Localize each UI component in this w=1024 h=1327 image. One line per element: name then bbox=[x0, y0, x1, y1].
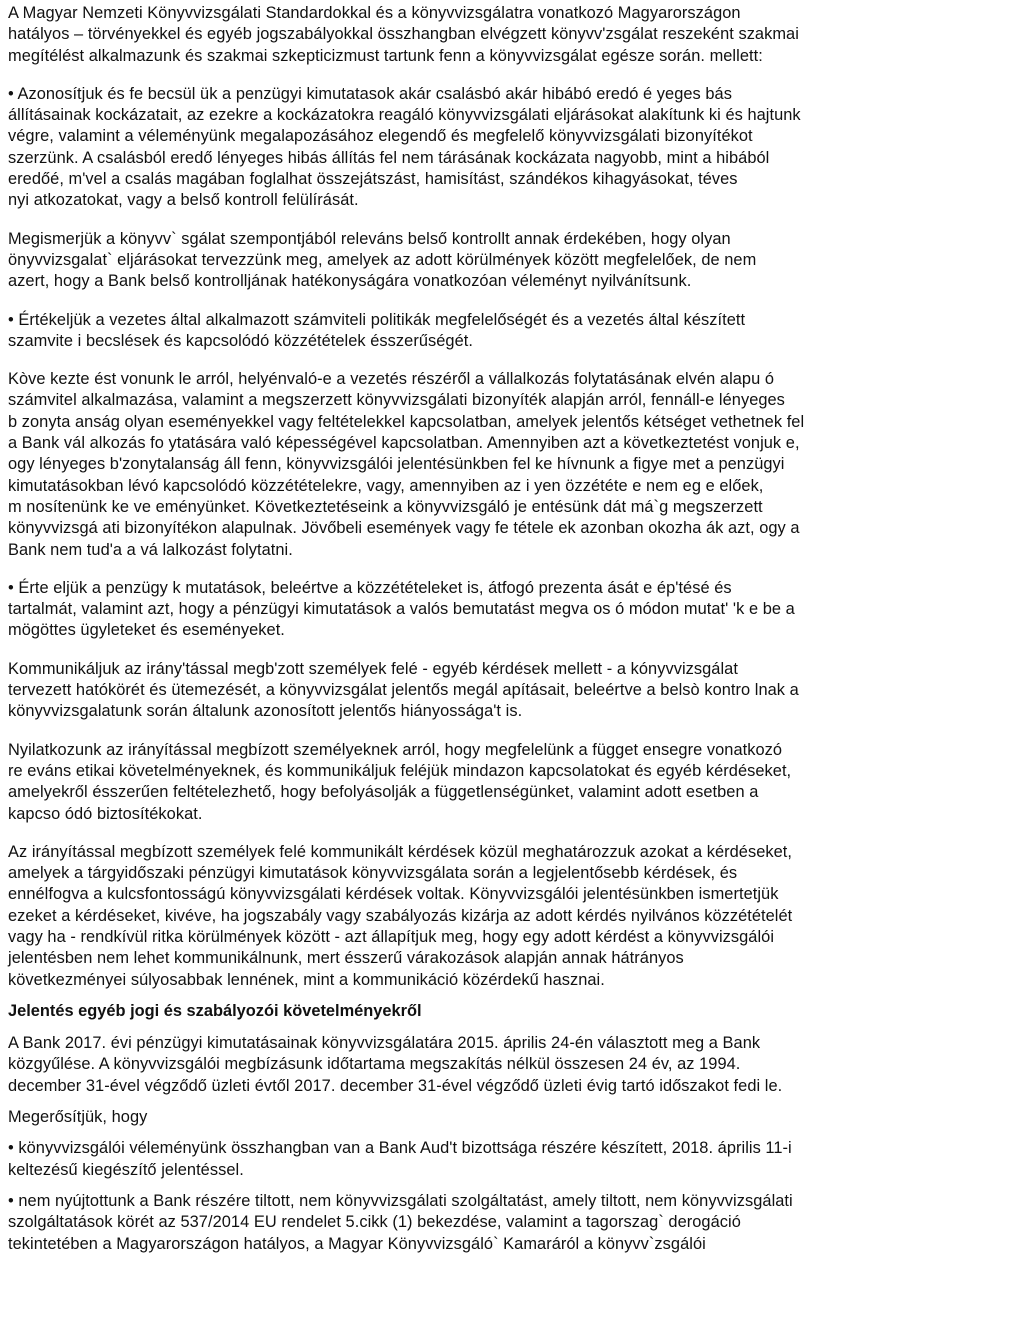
bullet-internal-control: Megismerjük a könyvv` sgálat szempontjából releváns belső kontrollt annak érdekében, hogy olyan önyvvizsgalat` eljárásokat tervezzünk meg, amelyek az adott körülmények között megfelelőek, de nem azert, hogy a Bank belső kontrolljának hatékonyságára vonatkozóan véleményt nyilvánítsunk. bbox=[8, 229, 757, 291]
bullet-accounting-policies: • Értékeljük a vezetes által alkalmazott számviteli politikák megfelelőségét és a vezetés által készített szamvite i becslések és kapcsolódó közzétételek ésszerűségét. bbox=[8, 310, 746, 350]
bullet-risk-assessment: • Azonosítjuk és fe becsül ük a penzügyi kimutatasok akár csalásbó akár hibábó eredó é yeges bás állításainak kockázatait, az ezekre a kockázatokra reagáló könyvvizsgálati eljárásokat alakítunk ki és hajtunk végre, valamint a véleményünk megalapozásához elegendő és megfelelő könyvvizsgálati bizonyítékot szerzünk. A csalásból eredő lényeges hibás állítás fel nem tárásának kockázata nagyobb, mint a hibából eredőé, m'vel a csalás magában foglalhat összejátszást, hamisítást, szándékos kihagyásokat, téves nyi atkozatokat, vagy a belső kontroll felülírását. bbox=[8, 84, 801, 210]
appointment-paragraph: A Bank 2017. évi pénzügyi kimutatásainak könyvvizsgálatára 2015. április 24-én választott meg a Bank közgyűlése. A könyvvizsgálói megbízásunk időtartama megszakítás nélkül összesen 24 év, az 1994. december 31-ével végződő üzleti évtől 2017. december 31-ével végződő üzleti évig tartó időszakot fedi le. bbox=[8, 1034, 783, 1095]
confirmation-lead: Megerősítjük, hogy bbox=[8, 1108, 148, 1127]
bullet-going-concern: Kòve kezte ést vonunk le arról, helyénvaló-e a vezetés részéről a vállalkozás folytatásának elvén alapu ó számvitel alkalmazása, valamint a megszerzett könyvvizsgálati bizonyíték alapján arról, fennáll-e lényeges b zonyta anság olyan eseményekkel vagy feltételekkel kapcsolatban, amelyek jelentős kétséget vethetnek fel a Bank vál alkozás fo ytatására való képességével kapcsolatban. Amennyiben azt a következtetést vonjuk e, ogy lényeges b'zonytalanság áll fenn, könyvvizsgálói jelentésünkben fel ke hívnunk a figye met a penzügyi kimutatásokban lévó kapcsolódó közzétételekre, vagy, amennyiben az i yen özzététe e nem eg e előek, m nosítenünk ke ve eményünket. Következtetéseink a könyvvizsgáló je entésünk dát má`g megszerzett könyvvizsgá ati bizonyítékon alapulnak. Jövőbeli események vagy fe tétele ek azonban okozha ák azt, ogy a Bank nem tud'a a vá lalkozást folytatni. bbox=[8, 370, 805, 559]
bullet-audit-committee: • könyvvizsgálói véleményünk összhangban van a Bank Aud't bizottsága részére készített, 2018. április 11-i keltezésű kiegészítő jelentéssel. bbox=[8, 1139, 792, 1179]
key-audit-matters-paragraph: Az irányítással megbízott személyek felé kommunikált kérdések közül meghatározzuk azokat a kérdéseket, amelyek a tárgyidőszaki pénzügyi kimutatások könyvvizsgálata során a legjelentősebb kérdések, és ennélfogva a kulcsfontosságú könyvvizsgálati kérdések voltak. Könyvvizsgálói jelentésünkben ismertetjük ezeket a kérdéseket, kivéve, ha jogszabály vagy szabályozás kizárja az adott kérdés nyilvános közzétételét vagy ha - rendkívül ritka körülmények között - azt állapítjuk meg, hogy egy adott kérdést a könyvvizsgálói jelentésben nem lehet kommunikálnunk, mert ésszerű várakozások alapján annak hátrányos következményei súlyosabbak lennének, mint a kommunikáció közérdekű hasznai. bbox=[8, 842, 793, 989]
independence-paragraph: Nyilatkozunk az irányítással megbízott személyeknek arról, hogy megfelelünk a függet ensegre vonatkozó re eváns etikai követelményeknek, és kommunikáljuk feléjük mindazon kapcsolatokat és egyéb kérdéseket, amelyekről ésszerűen feltételezhető, hogy befolyásolják a függetlenségünket, valamint adott esetben a kapcso ódó biztosítékokat. bbox=[8, 740, 792, 823]
communication-paragraph: Kommunikáljuk az irány'tással megb'zott személyek felé - egyéb kérdések mellett - a kónyvvizsgálat tervezett hatókörét és ütemezését, a könyvvizsgálat jelentős megál apításait, beleértve a belsò kontro lnak a könyvvizsgalatunk során általunk azonosított jelentős hiányossága't is. bbox=[8, 659, 799, 721]
intro-paragraph: A Magyar Nemzeti Könyvvizsgálati Standardokkal és a könyvvizsgálatra vonatkozó Magyarországon hatályos – törvényekkel és egyéb jogszabályokkal összhangban elvégzett könyvv'zsgálat reszeként szakmai megítélést alkalmazunk és szakmai szkepticizmust tartunk fenn a könyvvizsgálat egésze során. mellett: bbox=[8, 4, 799, 65]
section-heading: Jelentés egyéb jogi és szabályozói követelményekről bbox=[8, 1001, 422, 1020]
bullet-non-audit-services: • nem nyújtottunk a Bank részére tiltott, nem könyvvizsgálati szolgáltatást, amely tiltott, nem könyvvizsgálati szolgáltatások körét az 537/2014 EU rendelet 5.cikk (1) bekezdése, valamint a tagorszag` derogáció tekintetében a Magyarországon hatályos, a Magyar Könyvvizsgáló` Kamaráról a könyvv`zsgálói bbox=[8, 1191, 793, 1253]
bullet-presentation: • Érte eljük a penzügy k mutatások, beleértve a közzétételeket is, átfogó prezenta ását e ép'tésé és tartalmát, valamint azt, hogy a pénzügyi kimutatások a valós bemutatást megva os ó módon mutat' 'k e be a mögöttes ügyleteket és eseményeket. bbox=[8, 578, 795, 640]
